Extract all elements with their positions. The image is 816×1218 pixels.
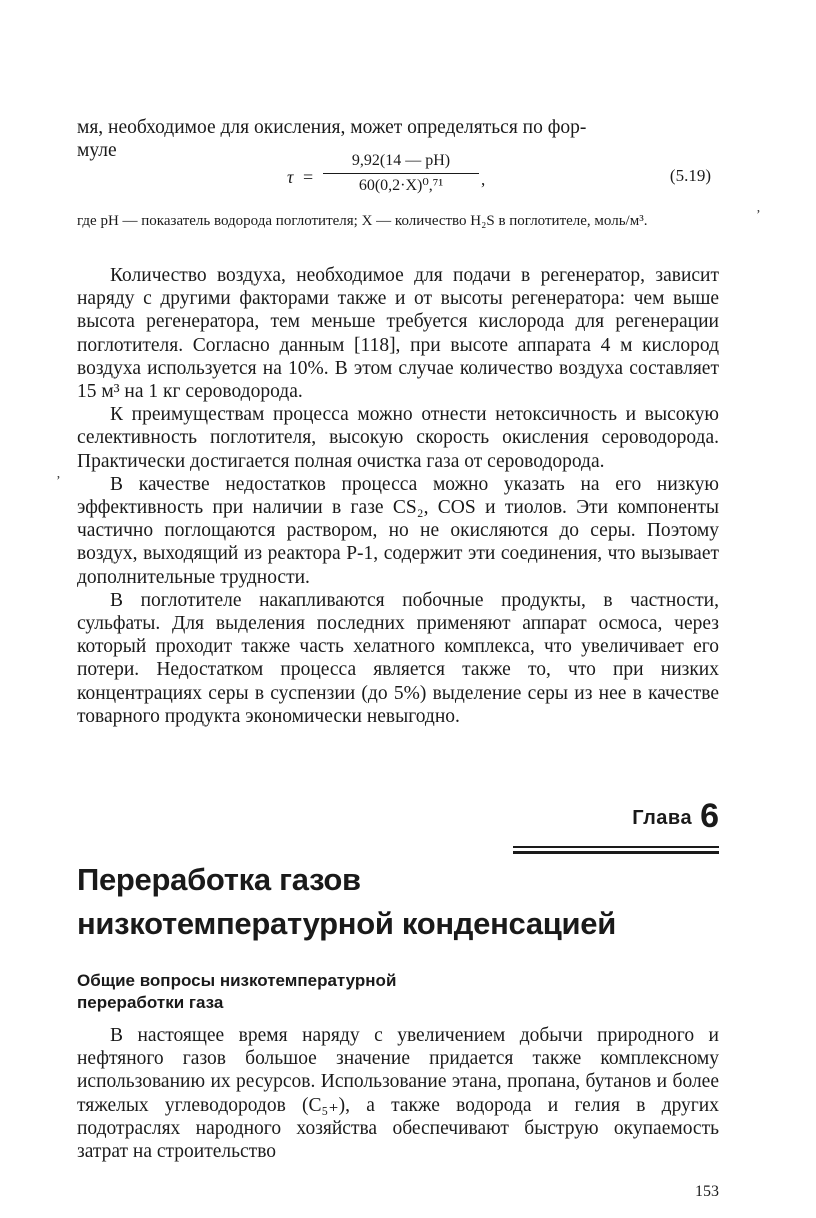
chapter-title [77,858,719,946]
chapter-rule-bottom [513,851,719,854]
formula-note: где pH — показатель водорода поглотителя; X — количество H₂S в поглотителе, моль/м³. [77,213,648,229]
top-text-line-1: мя, необходимое для окисления, может определяться по фор- [77,117,587,138]
page-number: 153 [695,1183,719,1200]
paragraph-advantages: К преимуществам процесса можно отнести нетоксичность и высокую селективность поглотителя, высокую скорость окисления сероводорода. Практически достигается полная очистка газа от сероводорода. [77,404,719,472]
formula-5-19 [77,150,719,208]
formula-equals: = [303,167,314,187]
formula-fraction [323,150,479,197]
section-paragraph: В настоящее время наряду с увеличением добычи природного и нефтяного газов большое значение придается также комплексному использованию их ресурсов. Использование этана, пропана, бутанов и более тяжелых углеводородов (C₅₊), а также водорода и гелия в других подотраслях народного хозяйства обеспечивают быструю окупаемость затрат на строительство [77,1025,719,1163]
chapter-title-line-1: Переработка газов [77,862,361,897]
section-text [77,1024,719,1163]
fraction-bar [323,173,479,174]
formula-lhs: τ [287,167,294,187]
formula-comma: , [481,170,486,189]
chapter-number: 6 [700,797,719,835]
paragraph-air-amount: Количество воздуха, необходимое для подачи в регенератор, зависит наряду с другими факторами также и от высоты регенератора: чем выше высота регенератора, тем меньше требуется кислорода для регенерации поглотителя. Согласно данным [118], при высоте аппарата 4 м кислород воздуха используется на 10%. В этом случае количество воздуха составляет 15 м³ на 1 кг сероводорода. [77,265,719,403]
top-text-line-2: муле [77,140,117,162]
chapter-label [632,797,719,836]
margin-tick-mark: ʼ [56,474,61,489]
paragraph-disadvantages: В качестве недостатков процесса можно указать на его низкую эффективность при наличии в газе CS₂, COS и тиолов. Эти компоненты частично поглощаются раствором, но не окисляются до серы. Поэтому воздух, выходящий из реактора Р-1, содержит эти соединения, что вызывает дополнительные трудности. [77,473,719,588]
chapter-word: Глава [632,807,693,829]
formula-denominator: 60(0,2·X)⁰,⁷¹ [358,177,444,194]
margin-tick-mark: ʼ [756,208,761,223]
formula-number: (5.19) [669,166,711,185]
formula-numerator: 9,92(14 — pH) [351,152,451,169]
section-title-line-1: Общие вопросы низкотемпературной [77,971,397,990]
section-title-line-2: переработки газа [77,993,224,1012]
chapter-rule-top [513,846,719,848]
paragraph-byproducts: В поглотителе накапливаются побочные продукты, в частности, сульфаты. Для выделения последних применяют аппарат осмоса, через который проходит также часть хелатного комплекса, что увеличивает его потери. Недостатком процесса является также то, что при низких концентрациях серы в суспензии (до 5%) выделение серы из нее в качестве товарного продукта экономически невыгодно. [77,589,719,727]
main-text [77,264,719,728]
section-title [77,970,577,1014]
chapter-title-line-2: низкотемпературной конденсацией [77,906,616,941]
